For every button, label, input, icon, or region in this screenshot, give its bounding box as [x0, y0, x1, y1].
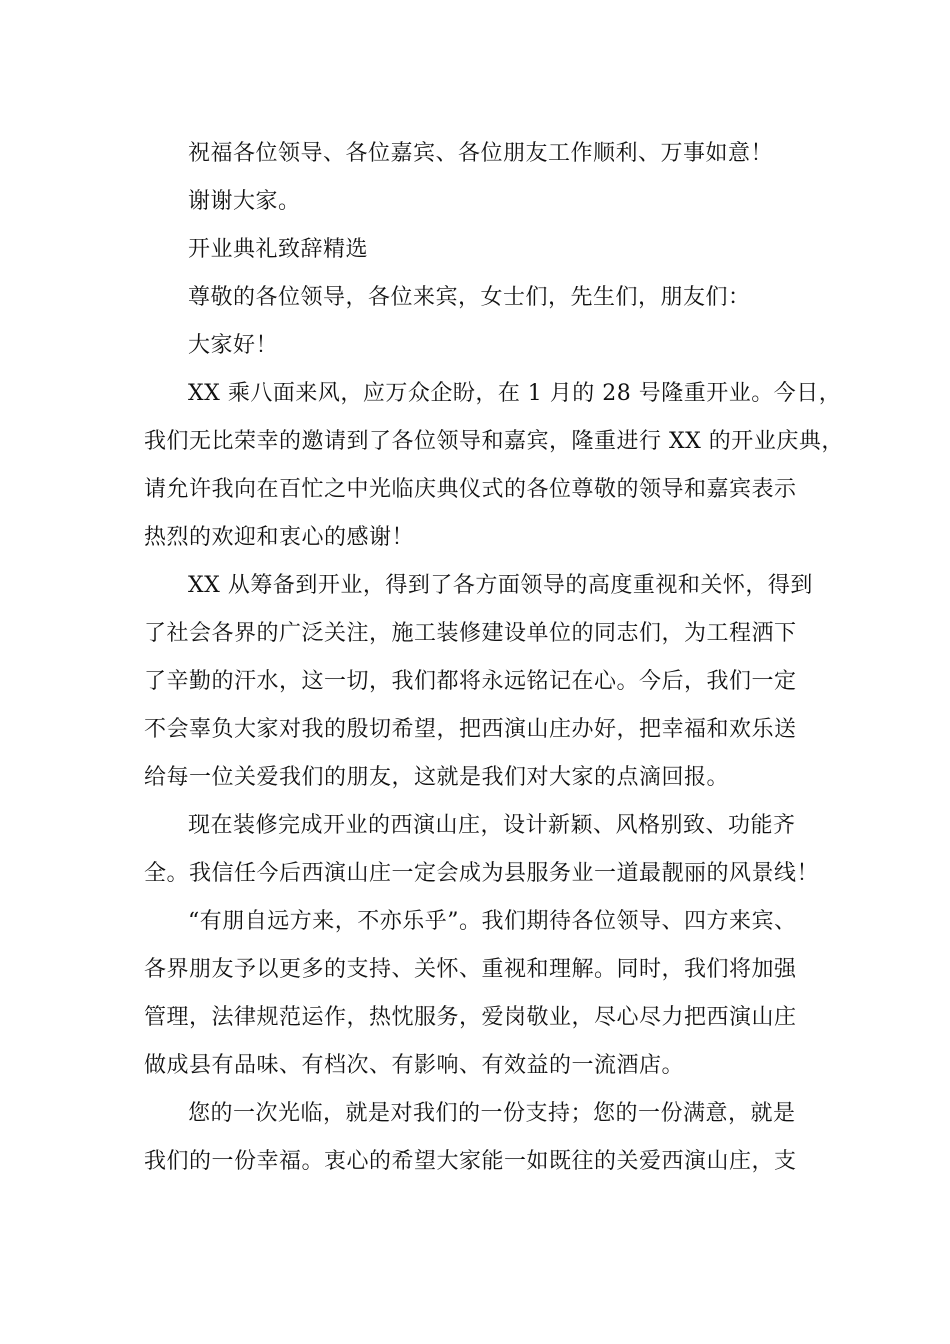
paragraph-1-line-3: 请允许我向在百忙之中光临庆典仪式的各位尊敬的领导和嘉宾表示: [144, 477, 797, 502]
paragraph-2-line-4: 不会辜负大家对我的殷切希望，把西演山庄办好，把幸福和欢乐送: [144, 717, 797, 742]
paragraph-2-line-2: 了社会各界的广泛关注，施工装修建设单位的同志们，为工程洒下: [144, 621, 797, 646]
paragraph-2-line-1: XX 从筹备到开业，得到了各方面领导的高度重视和关怀，得到: [188, 573, 813, 598]
paragraph-5-line-2: 我们的一份幸福。衷心的希望大家能一如既往的关爱西演山庄，支: [144, 1149, 797, 1174]
section-heading: 开业典礼致辞精选: [188, 237, 369, 262]
paragraph-thanks: 谢谢大家。: [188, 189, 301, 214]
document-body: [144, 130, 844, 1186]
paragraph-1-line-1: XX 乘八面来风，应万众企盼，在 1 月的 28 号隆重开业。今日，: [188, 381, 842, 406]
greeting: 大家好！: [188, 333, 279, 358]
paragraph-4-line-1: “有朋自远方来，不亦乐乎”。我们期待各位领导、四方来宾、: [188, 909, 797, 934]
paragraph-1-line-2: 我们无比荣幸的邀请到了各位领导和嘉宾，隆重进行 XX 的开业庆典，: [144, 429, 844, 454]
paragraph-4-line-3: 管理，法律规范运作，热忱服务，爱岗敬业，尽心尽力把西演山庄: [144, 1005, 797, 1030]
paragraph-1-line-4: 热烈的欢迎和衷心的感谢！: [144, 525, 415, 550]
paragraph-5-line-1: 您的一次光临，就是对我们的一份支持；您的一份满意，就是: [188, 1101, 796, 1126]
salutation: 尊敬的各位领导，各位来宾，女士们，先生们，朋友们：: [188, 285, 751, 310]
paragraph-3-line-1: 现在装修完成开业的西演山庄，设计新颖、风格别致、功能齐: [188, 813, 796, 838]
paragraph-2-line-5: 给每一位关爱我们的朋友，这就是我们对大家的点滴回报。: [144, 765, 730, 790]
paragraph-3-line-2: 全。我信任今后西演山庄一定会成为县服务业一道最靓丽的风景线！: [144, 861, 820, 886]
paragraph-4-line-4: 做成县有品味、有档次、有影响、有效益的一流酒店。: [144, 1053, 685, 1078]
paragraph-4-line-2: 各界朋友予以更多的支持、关怀、重视和理解。同时，我们将加强: [144, 957, 797, 982]
paragraph-closing-blessing: 祝福各位领导、各位嘉宾、各位朋友工作顺利、万事如意！: [188, 141, 774, 166]
paragraph-2-line-3: 了辛勤的汗水，这一切，我们都将永远铭记在心。今后，我们一定: [144, 669, 797, 694]
